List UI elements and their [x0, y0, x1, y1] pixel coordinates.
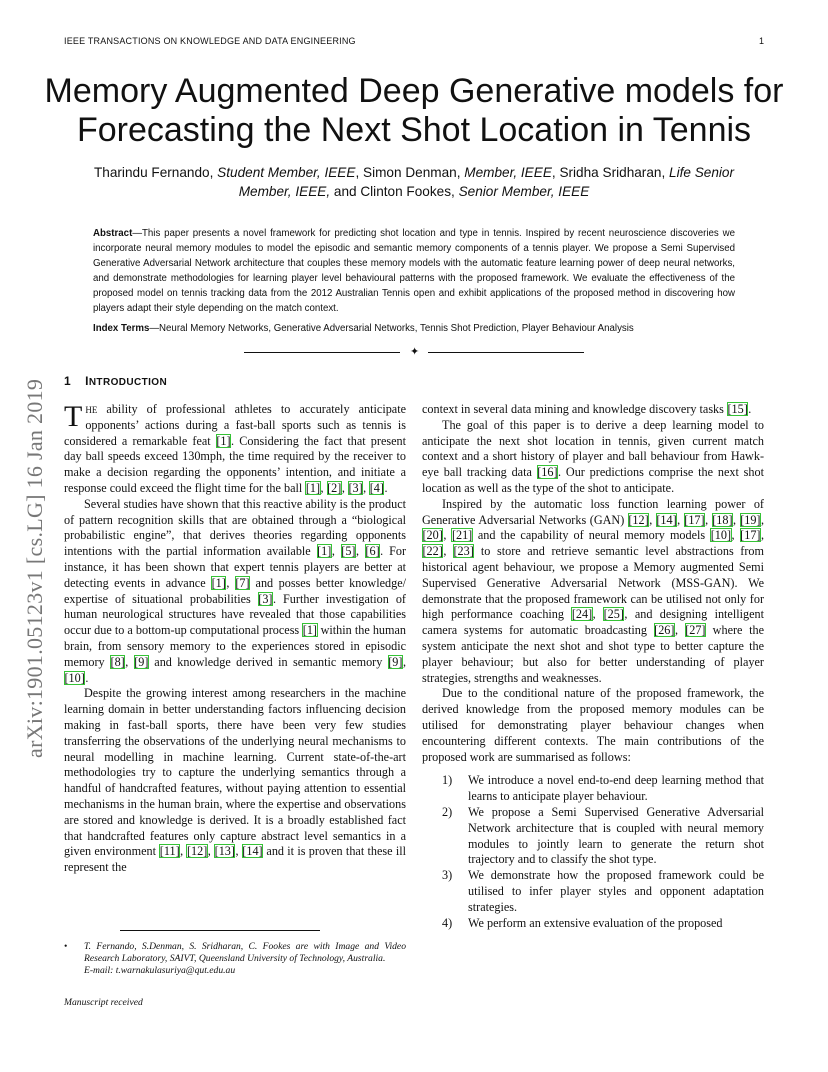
citation-link[interactable]: [7]	[235, 575, 250, 590]
paragraph	[422, 418, 764, 497]
abstract-label: Abstract	[93, 228, 133, 239]
text: Inspired by the automatic loss function learning power of Generative Adversarial Networks (GAN)	[422, 496, 764, 527]
page-number: 1	[758, 36, 764, 46]
citation-link[interactable]: [23]	[453, 544, 474, 559]
index-terms-text: —Neural Memory Networks, Generative Adversarial Networks, Tennis Shot Prediction, Player Behaviour Analysis	[149, 323, 634, 334]
running-head-journal: IEEE TRANSACTIONS ON KNOWLEDGE AND DATA ENGINEERING	[64, 36, 356, 46]
citation-link[interactable]: [10]	[710, 528, 732, 543]
text: . Considering the fact that present day ball speeds exceed 130mph, the time required by the receiver to make a decision regarding the opponents’ intention, and initiate a response could exceed the flight time for the ball	[64, 433, 406, 495]
text: where the system anticipate the next shot and shot type to better capture the player behaviour; but also for better understanding of player strategies, strengths and weaknesses.	[422, 623, 764, 685]
citation-link[interactable]: [9]	[388, 654, 403, 669]
index-terms-label: Index Terms	[93, 323, 150, 334]
citation-link[interactable]: [19]	[740, 512, 761, 527]
citation-link[interactable]: [1]	[211, 575, 226, 590]
citation-link[interactable]: [17]	[740, 528, 761, 543]
citation-link[interactable]: [14]	[242, 844, 263, 859]
text: and posses better knowledge/ expertise of situational probabilities	[64, 575, 407, 606]
text: . Further investigation of human neurological structures have revealed that those capabilities occur due to a bottom-up computational process	[64, 591, 406, 638]
right-column	[422, 402, 764, 931]
text: context in several data mining and knowledge discovery tasks	[422, 402, 727, 416]
smallcaps-text: he	[85, 402, 98, 416]
citation-link[interactable]: [25]	[603, 607, 624, 622]
section-heading	[64, 374, 167, 388]
text: Several studies have shown that this reactive ability is the product of pattern recognition skills that are obtained through a “biological probabilistic engine”, that derives theories regarding opponents intentions with the partial information available	[64, 496, 406, 559]
divider-diamond-icon: ✦	[410, 345, 420, 358]
author-1: Tharindu Fernando,	[93, 165, 218, 180]
paragraph: Several studies have shown that this reactive ability is the product of pattern recognition skills that are obtained through a “biological probabilistic engine”, that derives theories regarding opponents intentions with the partial information available [1], [5], [6]. For instance, it has been shown that expert tennis players are better at detecting events in advance [1], [7] and posses better knowledge/ expertise of situational probabilities [3]. Further investigation of human neurological structures have revealed that those capabilities occur due to a bottom-up computational process [1] within the human brain, from sensory memory to the experiences stored in episodic memory [8], [9] and knowledge derived in semantic memory [9], [10].	[64, 496, 407, 685]
citation-link[interactable]: [2]	[327, 480, 342, 495]
citation-link[interactable]: [1]	[216, 433, 231, 448]
citation-link[interactable]: [16]	[537, 465, 558, 480]
list-item	[422, 773, 764, 805]
citation-link[interactable]: [21]	[451, 528, 473, 543]
divider-line-left	[244, 352, 400, 353]
citation-link[interactable]: [5]	[341, 544, 356, 559]
citation-link[interactable]: [27]	[685, 623, 706, 638]
citation-link[interactable]: [12]	[628, 512, 649, 527]
list-item-number: 4)	[442, 915, 453, 930]
citation-link[interactable]: [26]	[654, 623, 675, 638]
citation-link[interactable]: [8]	[110, 654, 125, 669]
text: and the capability of neural memory models	[472, 528, 711, 543]
list-item	[422, 805, 764, 868]
author-1-role: Student Member, IEEE	[217, 165, 356, 180]
list-item	[422, 868, 764, 915]
citation-link[interactable]: [17]	[684, 512, 705, 527]
text: and it is proven that these ill represent the	[64, 844, 406, 875]
paragraph: context in several data mining and knowledge discovery tasks [15].	[422, 402, 752, 416]
author-3: , Sridha Sridharan,	[551, 165, 670, 180]
text: to store and retrieve semantic level abstractions from historical agent behaviour, we propose a Memory augmented Semi Supervised Generative Adversarial Network (MSS-GAN). We demonstrate that the proposed framework can be utilised not only for high performance coaching	[422, 544, 764, 622]
list-item-number: 3)	[442, 868, 453, 883]
text: The goal of this paper is to derive a deep learning model to anticipate the next shot location in tennis, given current match context and a short history of player and ball behaviour from Hawk-eye ball tracking data	[422, 417, 764, 480]
paragraph: Despite the growing interest among researchers in the machine learning domain in better understanding factors influencing decision making in fast-ball sports, there have been very few studies transferring the observations of the underlying neural mechanisms to neural modelling in machine learning. Current state-of-the-art methodologies try to capture the underlying semantics through a handful of handcrafted features, without paying attention to essential mechanisms in the human brain, where the expertise and observations are stored and knowledge is derived. It is a broadly established fact that handcrafted features only capture abstract level semantics in a given environment [11], [12], [13], [14] and it is proven that these ill represent the	[64, 686, 406, 875]
contributions-list	[422, 773, 764, 931]
citation-link[interactable]: [20]	[422, 528, 443, 543]
author-2: , Simon Denman,	[355, 165, 465, 180]
dropcap: T	[64, 400, 83, 433]
list-item-number: 2)	[442, 804, 453, 819]
paragraph: Inspired by the automatic loss function learning power of Generative Adversarial Networks (GAN) [12], [14], [17], [18], [19], [20], [21] and the capability of neural memory models [10], [17], [22], [23] to store and retrieve semantic level abstractions from historical agent behaviour, we propose a Memory augmented Semi Supervised Generative Adversarial Network (MSS-GAN). We demonstrate that the proposed framework can be utilised not only for high performance coaching [24], [25], and designing intelligent camera systems for automatic broadcasting [26], [27] where the system anticipate the next shot and shot type to better capture the player behaviour; but also for better understanding of player strategies, strengths and weaknesses.	[422, 496, 765, 685]
citation-link[interactable]: [22]	[422, 544, 443, 559]
list-item-text: We perform an extensive evaluation of the proposed	[468, 915, 723, 930]
list-item-text: We propose a Semi Supervised Generative Adversarial Network architecture that is coupled with neural memory modules to jointly learn to generate the return shot trajectory and to classify the shot type.	[468, 804, 764, 867]
author-list	[70, 163, 758, 201]
text: . Our predictions comprise the next shot location as well as the type of the shot to anticipate.	[422, 465, 764, 495]
citation-link[interactable]: [18]	[712, 512, 733, 527]
abstract-text: —This paper presents a novel framework for predicting shot location and type in tennis. Inspired by recent neuroscience discoveries we incorporate neural memory modules to model the episodic and semantic memory components of a tennis player. We propose a Semi Supervised Generative Adversarial Network architecture that couples these memory models with the automatic feature learning power of deep neural networks, and demonstrate methodologies for learning player level behavioural patterns with the proposed framework. We evaluate the effectiveness of the proposed model on tennis tracking data from the 2012 Australian Tennis open and exhibit applications of the proposed method in discovering how players adapt their style depending on the match context.	[93, 228, 735, 315]
paragraph: Due to the conditional nature of the proposed framework, the derived knowledge from the proposed memory modules can be utilised for demonstrating player behaviour changes when encountering different contexts. The main contributions of the proposed work are summarised as follows:	[422, 686, 764, 764]
citation-link[interactable]: [9]	[134, 654, 149, 669]
footnote-rule	[120, 930, 320, 931]
citation-link[interactable]: [10]	[64, 670, 85, 685]
footnote-bullet: •	[64, 941, 68, 952]
divider-line-right	[428, 352, 584, 353]
citation-link[interactable]: [1]	[305, 480, 321, 495]
list-item-number: 1)	[442, 773, 453, 788]
list-item-text: We introduce a novel end-to-end deep learning method that learns to anticipate player behaviour.	[468, 773, 764, 804]
text: and knowledge derived in semantic memory	[148, 654, 388, 669]
footnote-affiliation: T. Fernando, S.Denman, S. Sridharan, C. Fookes are with Image and Video Research Laboratory, SAIVT, Queensland University of Technology, Australia.	[84, 941, 406, 964]
text: , and designing intelligent camera systems for automatic broadcasting	[422, 607, 764, 638]
citation-link[interactable]: [24]	[571, 607, 593, 622]
citation-link[interactable]: [1]	[302, 623, 317, 638]
abstract	[93, 226, 735, 317]
citation-link[interactable]: [6]	[365, 544, 380, 559]
list-item	[422, 916, 764, 932]
section-title-first: I	[85, 374, 89, 388]
citation-link[interactable]: [11]	[159, 844, 180, 859]
citation-link[interactable]: [13]	[214, 844, 235, 859]
citation-link[interactable]: [12]	[186, 844, 208, 859]
list-item-text: We demonstrate how the proposed framework could be utilised to infer player styles and opponent adaptation strategies.	[468, 868, 764, 914]
citation-link[interactable]: [4]	[369, 480, 384, 495]
text: ability of professional athletes to accurately anticipate opponents’ actions during a fast-ball sports such as tennis is considered a remarkable feat	[64, 402, 406, 448]
paper-title: Memory Augmented Deep Generative models for Forecasting the Next Shot Location in Tennis	[44, 72, 784, 149]
section-title-rest: NTRODUCTION	[88, 377, 168, 388]
citation-link[interactable]: [3]	[348, 480, 363, 495]
text: . For instance, it has been shown that expert tennis players are better at detecting events in advance	[64, 544, 407, 590]
citation-link[interactable]: [3]	[258, 591, 273, 606]
author-4-role: Senior Member, IEEE	[458, 184, 590, 199]
arxiv-stamp[interactable]: arXiv:1901.05123v1 [cs.LG] 16 Jan 2019	[22, 378, 47, 758]
section-divider	[244, 345, 584, 358]
author-3-role: Life Senior Member, IEEE,	[238, 165, 735, 199]
footnote-email: E-mail: t.warnakulasuriya@qut.edu.au	[84, 965, 236, 976]
text: Despite the growing interest among researchers in the machine learning domain in better understanding factors influencing decision making in fast-ball sports, there have been very few studies transferring the observations of the underlying neural mechanisms to neural modelling in machine learning. Current state-of-the-art methodologies try to capture the underlying semantics through a handful of handcrafted features, without paying attention to essential mechanisms in the human brain, where the expertise and observations are stored and knowledge is derived. It is a broadly established fact that handcrafted features only capture abstract level semantics in a given environment	[64, 686, 406, 859]
author-2-role: Member, IEEE	[464, 165, 552, 180]
citation-link[interactable]: [1]	[317, 544, 332, 559]
section-number: 1	[64, 374, 72, 388]
citation-link[interactable]: [15]	[727, 402, 748, 416]
footnote	[64, 941, 406, 977]
index-terms	[93, 321, 735, 336]
text: within the human brain, from sensory memory to the experiences stored in episodic memory	[64, 623, 406, 669]
citation-link[interactable]: [14]	[656, 512, 677, 527]
manuscript-note: Manuscript received	[64, 997, 143, 1008]
author-4: and Clinton Fookes,	[330, 184, 459, 199]
paragraph: The ability of professional athletes to accurately anticipate opponents’ actions during a fast-ball sports such as tennis is considered a remarkable feat [1]. Considering the fact that present day ball speeds exceed 130mph, the time required by the receiver to make a decision regarding the opponents’ intention, and initiate a response could exceed the flight time for the ball [1], [2], [3], [4].	[64, 400, 406, 495]
left-column	[64, 402, 406, 876]
